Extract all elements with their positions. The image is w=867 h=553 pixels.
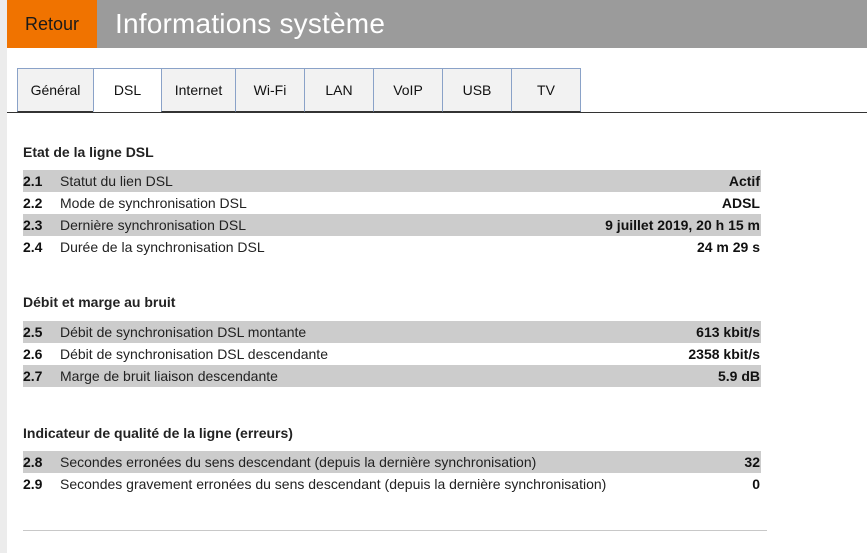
- table-row: [23, 365, 761, 387]
- tab-dsl[interactable]: DSL: [93, 68, 161, 112]
- table-row: [23, 321, 761, 343]
- table-row: [23, 473, 761, 495]
- row-value: 5.9 dB: [717, 368, 760, 384]
- row-value: 0: [752, 476, 760, 492]
- row-number: 2.5: [23, 324, 43, 340]
- tab-voip[interactable]: VoIP: [373, 68, 442, 112]
- row-label: Statut du lien DSL: [60, 173, 173, 189]
- table-row: [23, 343, 761, 365]
- tab-wifi[interactable]: Wi-Fi: [235, 68, 304, 112]
- row-label: Débit de synchronisation DSL descendante: [60, 346, 328, 362]
- row-label: Durée de la synchronisation DSL: [60, 239, 265, 255]
- row-number: 2.4: [23, 239, 43, 255]
- footer-divider: [23, 530, 767, 531]
- table-row: [23, 192, 761, 214]
- tab-tv[interactable]: TV: [511, 68, 581, 112]
- tab-general[interactable]: Général: [17, 68, 93, 112]
- tab-internet[interactable]: Internet: [161, 68, 235, 112]
- row-number: 2.8: [23, 454, 43, 470]
- row-value: 32: [744, 454, 760, 470]
- page-header: [7, 0, 867, 48]
- row-value: 24 m 29 s: [696, 239, 760, 255]
- row-label: Secondes erronées du sens descendant (depuis la dernière synchronisation): [60, 454, 537, 470]
- row-value: 9 juillet 2019, 20 h 15 m: [605, 217, 760, 233]
- table-row: [23, 214, 761, 236]
- back-button[interactable]: Retour: [7, 0, 97, 48]
- tab-bar: [17, 68, 581, 112]
- tab-underline: [7, 112, 867, 113]
- section-title-line-quality: Indicateur de qualité de la ligne (erreurs): [23, 425, 293, 441]
- row-label: Mode de synchronisation DSL: [60, 195, 247, 211]
- row-value: ADSL: [721, 195, 760, 211]
- left-margin-strip: [0, 0, 7, 553]
- row-number: 2.9: [23, 476, 43, 492]
- row-value: Actif: [728, 173, 760, 189]
- table-row: [23, 236, 761, 258]
- tab-usb[interactable]: USB: [442, 68, 511, 112]
- row-number: 2.2: [23, 195, 43, 211]
- table-row: [23, 451, 761, 473]
- row-value: 613 kbit/s: [696, 324, 760, 340]
- row-number: 2.7: [23, 368, 43, 384]
- row-value: 2358 kbit/s: [688, 346, 760, 362]
- section-title-dsl-status: Etat de la ligne DSL: [23, 144, 154, 160]
- section-title-rate-noise: Débit et marge au bruit: [23, 294, 176, 310]
- row-label: Secondes gravement erronées du sens descendant (depuis la dernière synchronisation): [60, 476, 607, 492]
- row-label: Marge de bruit liaison descendante: [60, 368, 278, 384]
- row-label: Débit de synchronisation DSL montante: [60, 324, 307, 340]
- row-label: Dernière synchronisation DSL: [60, 217, 246, 233]
- page-title: Informations système: [115, 8, 386, 39]
- row-number: 2.3: [23, 217, 43, 233]
- row-number: 2.6: [23, 346, 43, 362]
- tab-lan[interactable]: LAN: [304, 68, 373, 112]
- table-row: [23, 170, 761, 192]
- row-number: 2.1: [23, 173, 43, 189]
